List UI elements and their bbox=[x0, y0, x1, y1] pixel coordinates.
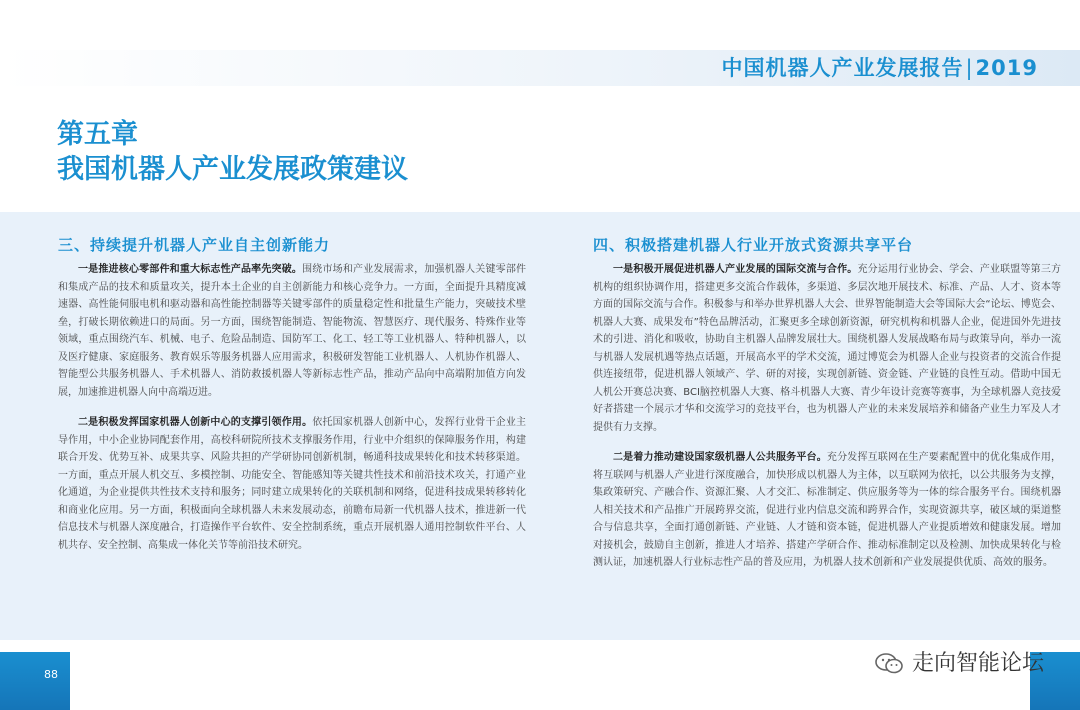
report-year: 2019 bbox=[975, 56, 1038, 80]
left-paragraph-2-lead: 二是积极发挥国家机器人创新中心的支撑引领作用。 bbox=[78, 417, 313, 428]
right-paragraph-1-text: 充分运用行业协会、学会、产业联盟等第三方机构的组织协调作用，搭建更多交流合作载体，多渠道、多层次地开展技术、标准、产品、人才、资本等方面的国际交流与合作。积极参与和举办世界机器人大会、世界智能制造大会等国际大会“论坛、博览会、机器人大赛、成果发布”特色品牌活动，汇聚更多全球创新资源，研究机构和机器人企业，促进国外先进技术的引进、消化和吸收，协助自主机器人品牌发展壮大。围绕机器人发展战略布局与政策导向，举办一流与机器人发展机遇等热点话题，开展高水平的学术交流，通过博览会为机器人企业与投资者的交流合作提供连接纽带，促进机器人领域产、学、研的对接，实现创新链、资金链、产业链的良性互动。借助中国无人机公开赛总决赛、BCI脑控机器人大赛、格斗机器人大赛、青少年设计竞赛等赛事，为全球机器人竞技爱好者搭建一个展示才华和交流学习的竞技平台，也为机器人产业的未来发展培养和储备产业生力军及人才提供有力支撑。 bbox=[593, 264, 1062, 433]
left-paragraph-1-lead: 一是推进核心零部件和重大标志性产品率先突破。 bbox=[78, 264, 303, 275]
page-number-bar bbox=[0, 652, 70, 710]
left-paragraph-1-text: 围绕市场和产业发展需求，加强机器人关键零部件和集成产品的技术和质量攻关，提升本土企业的自主创新能力和核心竞争力。一方面，全面提升具精度减速器、高性能伺服电机和驱动器和高性能控制器等关键零部件的质量稳定性和批量生产能力，突破技术壁垒，打破长期依赖进口的局面。另一方面，围绕智能制造、智能物流、智慧医疗、现代服务、特殊作业等领域，重点围绕汽车、机械、电子、危险品制造、国防军工、化工、轻工等工业机器人、特种机器人，以及医疗健康、家庭服务、教育娱乐等服务机器人应用需求，积极研发智能工业机器人、人机协作机器人、智能型公共服务机器人、手术机器人、消防救援机器人等新标志性产品，推动产品向中高端附加值方向发展，加速推进机器人向中高端迈进。 bbox=[58, 264, 527, 398]
right-paragraph-1 bbox=[593, 261, 1061, 436]
right-paragraph-2 bbox=[593, 449, 1061, 572]
left-paragraph-1 bbox=[58, 261, 526, 401]
report-title-text: 中国机器人产业发展报告 bbox=[721, 56, 964, 80]
right-paragraph-1-lead: 一是积极开展促进机器人产业发展的国际交流与合作。 bbox=[613, 264, 858, 275]
left-column bbox=[58, 234, 526, 567]
right-section-heading: 四、积极搭建机器人行业开放式资源共享平台 bbox=[593, 236, 914, 254]
watermark bbox=[874, 646, 1044, 682]
wechat-icon bbox=[874, 651, 904, 677]
left-section-heading: 三、持续提升机器人产业自主创新能力 bbox=[58, 236, 331, 254]
right-column bbox=[593, 234, 1061, 585]
chapter-number: 第五章 bbox=[57, 119, 138, 150]
left-paragraph-2-text: 依托国家机器人创新中心，发挥行业骨干企业主导作用，中小企业协同配套作用，高校科研院所技术支撑服务作用，行业中介组织的保障服务作用，构建联合开发、优势互补、成果共享、风险共担的产学研协同创新机制，畅通科技成果转化和技术转移渠道。一方面，重点开展人机交互、多模控制、功能安全、智能感知等关键共性技术和前沿技术攻关，打通产业化通道，为企业提供共性技术支持和服务；同时建立成果转化的关联机制和网络，促进科技成果转移转化和商业化应用。另一方面，积极面向全球机器人未来发展动态，前瞻布局新一代机器人技术，推进新一代信息技术与机器人深度融合，打造操作平台软件、安全控制系统，重点开展机器人通用控制软件平台、人机共存、安全控制、高集成一体化关节等前沿技术研究。 bbox=[58, 417, 527, 551]
page-number: 88 bbox=[44, 668, 58, 681]
chapter-title: 我国机器人产业发展政策建议 bbox=[57, 154, 408, 185]
report-header-title bbox=[721, 52, 1038, 84]
watermark-text: 走向智能论坛 bbox=[911, 651, 1044, 676]
report-title-separator: | bbox=[965, 56, 974, 80]
right-paragraph-2-lead: 二是着力推动建设国家级机器人公共服务平台。 bbox=[613, 452, 827, 463]
left-paragraph-2 bbox=[58, 414, 526, 554]
right-paragraph-2-text: 充分发挥互联网在生产要素配置中的优化集成作用，将互联网与机器人产业进行深度融合，加快形成以机器人为主体，以互联网为依托，以公共服务为支撑，集政策研究、产融合作、资源汇聚、人才交汇、标准制定、供应服务等为一体的综合服务平台。围绕机器人相关技术和产品推广开展跨界交流，促进行业内信息交流和跨界合作，实现资源共享，破区域的渠道整合与信息共享，全面打通创新链、产业链、人才链和资本链，促进机器人产业提质增效和健康发展。增加对接机会，鼓励自主创新，推进人才培养、搭建产学研合作、推动标准制定以及检测、加快成果转化与检测认证，加速机器人行业标志性产品的普及应用，为机器人技术创新和产业发展提供优质、高效的服务。 bbox=[593, 452, 1062, 568]
